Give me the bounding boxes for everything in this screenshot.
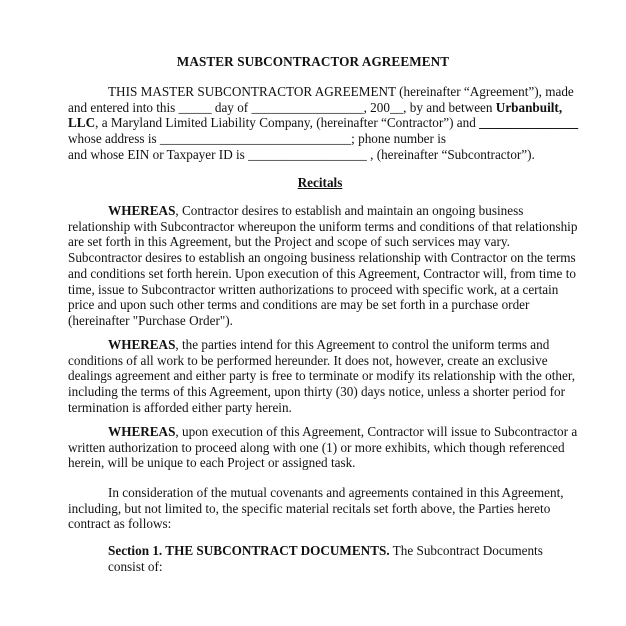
whereas-paragraph-1 [68,203,578,329]
paragraph-line [68,543,568,559]
paragraph-line: including, but not limited to, the specific material recitals set forth above, the Parties hereto [68,500,551,516]
intro-text: and entered into this _____ day of _________________, 200__, by and between [68,99,496,115]
paragraph-line: conditions of all work to be performed hereunder. It does not, however, create an exclusive [68,352,548,368]
paragraph-line: including the terms of this Agreement, upon thirty (30) days notice, unless a shorter period for [68,384,565,400]
paragraph-line: contract as follows: [68,516,172,532]
paragraph-line [68,203,568,219]
company-suffix: LLC [68,115,96,131]
recitals-heading: Recitals [297,175,343,190]
intro-line: THIS MASTER SUBCONTRACTOR AGREEMENT (hereinafter “Agreement”), made [108,84,574,99]
paragraph-line: written authorization to proceed along with one (1) or more exhibits, which though referenced [68,439,565,455]
paragraph-line: dealings agreement and either party is free to terminate or modify its relationship with the other, [68,368,576,384]
consideration-paragraph [68,485,568,532]
intro-line: and whose EIN or Taxpayer ID is __________________ , (hereinafter “Subcontractor”). [68,146,535,162]
intro-paragraph [68,84,579,163]
document-title: MASTER SUBCONTRACTOR AGREEMENT [176,54,450,69]
company-name: Urbanbuilt, [495,99,563,115]
paragraph-line: (hereinafter "Purchase Order"). [68,312,233,328]
intro-line [68,115,579,131]
whereas-lead: WHEREAS [108,424,176,439]
paragraph-line: time, issue to Subcontractor written authorizations to proceed with specific work, at a certain [68,281,559,297]
paragraph-line: are set forth in this Agreement, but the Project and scope of such services may vary. [68,234,510,250]
intro-line [68,100,568,116]
paragraph-line: consist of: [108,558,163,574]
paragraph-text: , upon execution of this Agreement, Contractor will issue to Subcontractor a [175,424,578,439]
whereas-lead: WHEREAS [108,203,176,218]
section-1 [68,543,568,574]
paragraph-text: The Subcontract Documents [389,543,543,558]
paragraph-line: In consideration of the mutual covenants and agreements contained in this Agreement, [108,485,564,500]
paragraph-line [68,337,568,353]
paragraph-line: termination is afforded either party herein. [68,399,292,415]
section-heading: Section 1. THE SUBCONTRACT DOCUMENTS. [108,543,390,558]
subcontractor-name-blank: _______________ [479,115,579,131]
paragraph-line: relationship with Subcontractor whereupon the uniform terms and conditions of that relationship [68,218,578,234]
whereas-lead: WHEREAS [108,337,176,352]
paragraph-line: herein, will be unique to each Project or assigned task. [68,455,356,471]
paragraph-line: Subcontractor desires to establish an ongoing business relationship with Contractor on the terms [68,250,576,266]
paragraph-line: and conditions set forth herein. Upon execution of this Agreement, Contractor will, from time to [68,265,576,281]
intro-line: whose address is _____________________________; phone number is [68,131,447,147]
whereas-paragraph-3 [68,424,578,471]
paragraph-text: , Contractor desires to establish and maintain an ongoing business [175,203,524,218]
paragraph-line: price and upon such other terms and conditions are may be set forth in a purchase order [68,297,530,313]
paragraph-line [68,424,578,440]
intro-text: , a Maryland Limited Liability Company, (hereinafter “Contractor”) and [95,115,480,131]
paragraph-text: , the parties intend for this Agreement to control the uniform terms and [175,337,550,352]
whereas-paragraph-2 [68,337,576,416]
